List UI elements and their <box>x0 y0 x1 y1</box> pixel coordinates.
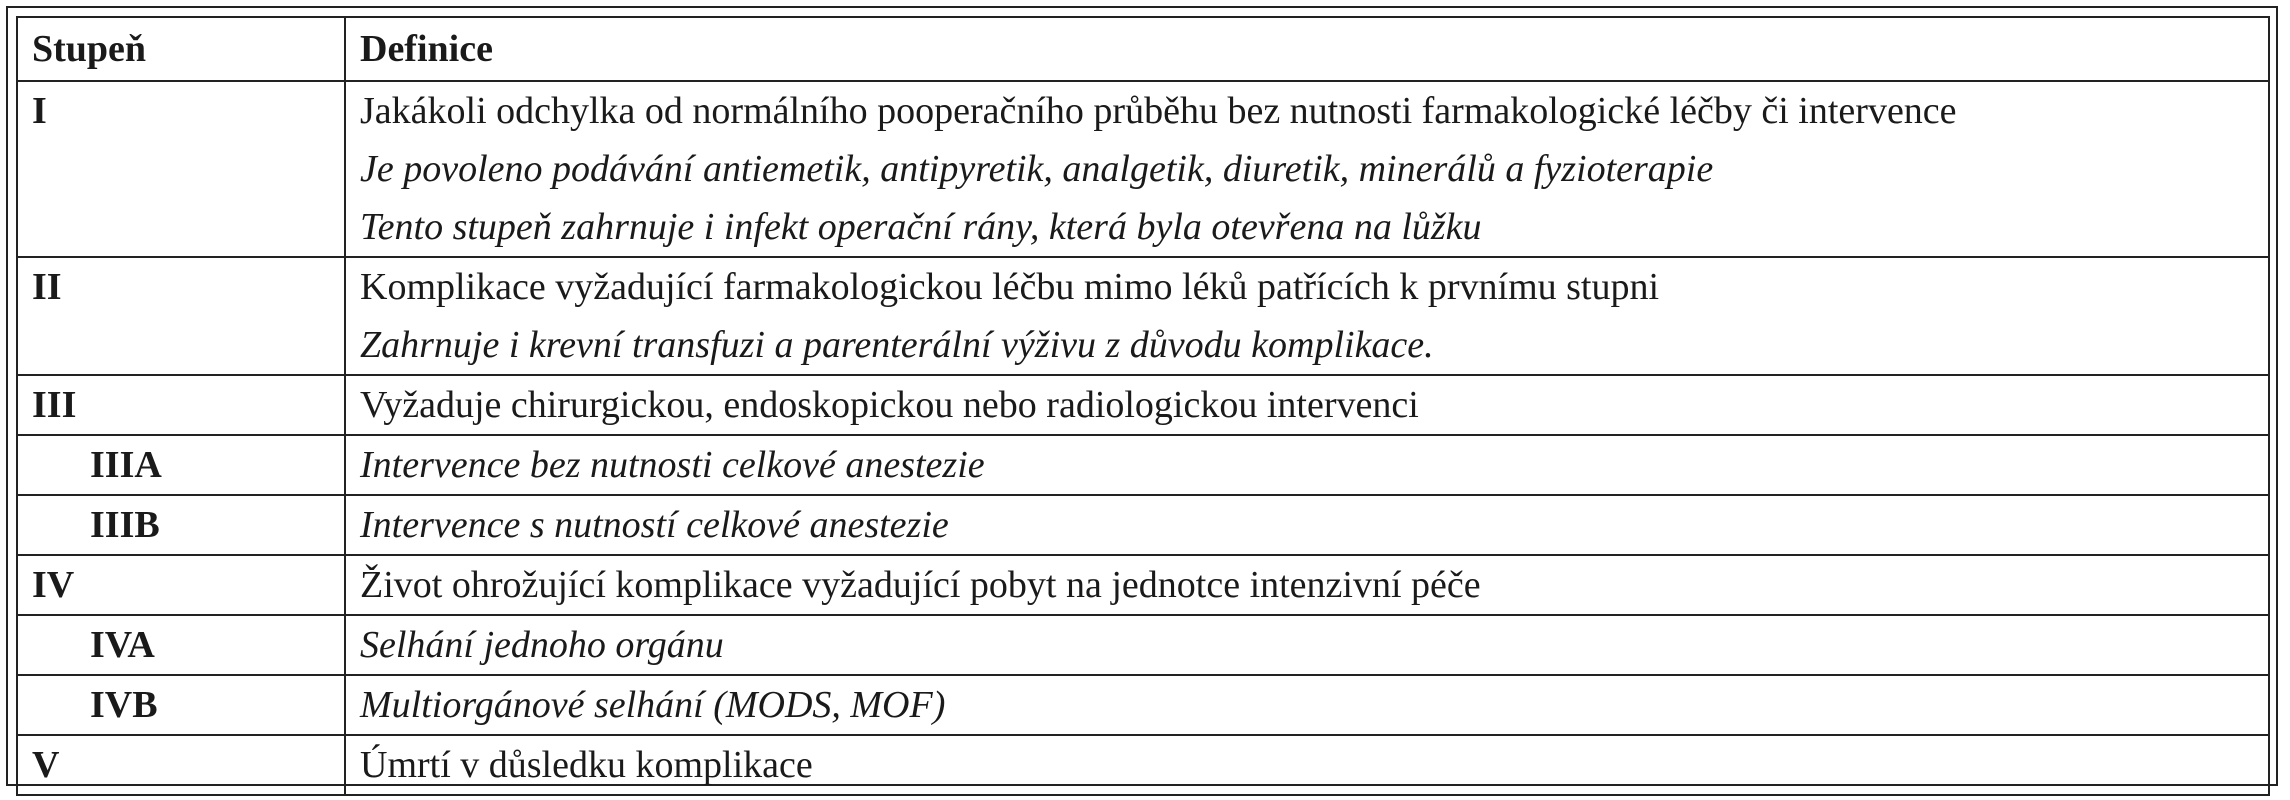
definition-cell <box>345 555 2269 615</box>
definition-line: Zahrnuje i krevní transfuzi a parenterální výživu z důvodu komplikace. <box>360 324 1434 366</box>
header-definition: Definice <box>345 17 2269 81</box>
definition-cell <box>345 735 2269 795</box>
grade-cell: IIIB <box>17 495 345 555</box>
table-row <box>17 435 2269 495</box>
definition-line: Tento stupeň zahrnuje i infekt operační rány, která byla otevřena na lůžku <box>360 206 1482 248</box>
header-grade: Stupeň <box>17 17 345 81</box>
definition-cell <box>345 435 2269 495</box>
table-body <box>17 81 2269 795</box>
definition-line: Je povoleno podávání antiemetik, antipyretik, analgetik, diuretik, minerálů a fyzioterapie <box>360 148 1714 190</box>
table-row <box>17 615 2269 675</box>
definition-line: Selhání jednoho orgánu <box>360 624 724 666</box>
definition-line: Intervence bez nutnosti celkové anestezie <box>360 444 985 486</box>
definition-cell <box>345 375 2269 435</box>
table-header-row <box>17 17 2269 81</box>
definition-line: Vyžaduje chirurgickou, endoskopickou nebo radiologickou intervenci <box>360 384 1419 426</box>
grade-cell: IVB <box>17 675 345 735</box>
grade-cell: I <box>17 81 345 257</box>
grade-cell: IIIA <box>17 435 345 495</box>
grade-cell: III <box>17 375 345 435</box>
grade-cell: IVA <box>17 615 345 675</box>
table-row <box>17 675 2269 735</box>
definition-cell <box>345 81 2269 257</box>
definition-line: Život ohrožující komplikace vyžadující pobyt na jednotce intenzivní péče <box>360 564 1481 606</box>
definition-line: Komplikace vyžadující farmakologickou léčbu mimo léků patřících k prvnímu stupni <box>360 266 1660 308</box>
grade-cell: V <box>17 735 345 795</box>
table-row <box>17 495 2269 555</box>
definition-cell <box>345 495 2269 555</box>
table-row <box>17 735 2269 795</box>
table-row <box>17 81 2269 257</box>
definition-cell <box>345 675 2269 735</box>
table-row <box>17 375 2269 435</box>
definition-cell <box>345 615 2269 675</box>
grade-cell: II <box>17 257 345 375</box>
grade-cell: IV <box>17 555 345 615</box>
definition-line: Jakákoli odchylka od normálního pooperačního průběhu bez nutnosti farmakologické léčby či intervence <box>360 90 1957 132</box>
definition-line: Intervence s nutností celkové anestezie <box>360 504 949 546</box>
definition-line: Úmrtí v důsledku komplikace <box>360 744 813 786</box>
table-row <box>17 555 2269 615</box>
table-row <box>17 257 2269 375</box>
definition-cell <box>345 257 2269 375</box>
complication-grade-table <box>16 16 2270 796</box>
definition-line: Multiorgánové selhání (MODS, MOF) <box>360 684 946 726</box>
